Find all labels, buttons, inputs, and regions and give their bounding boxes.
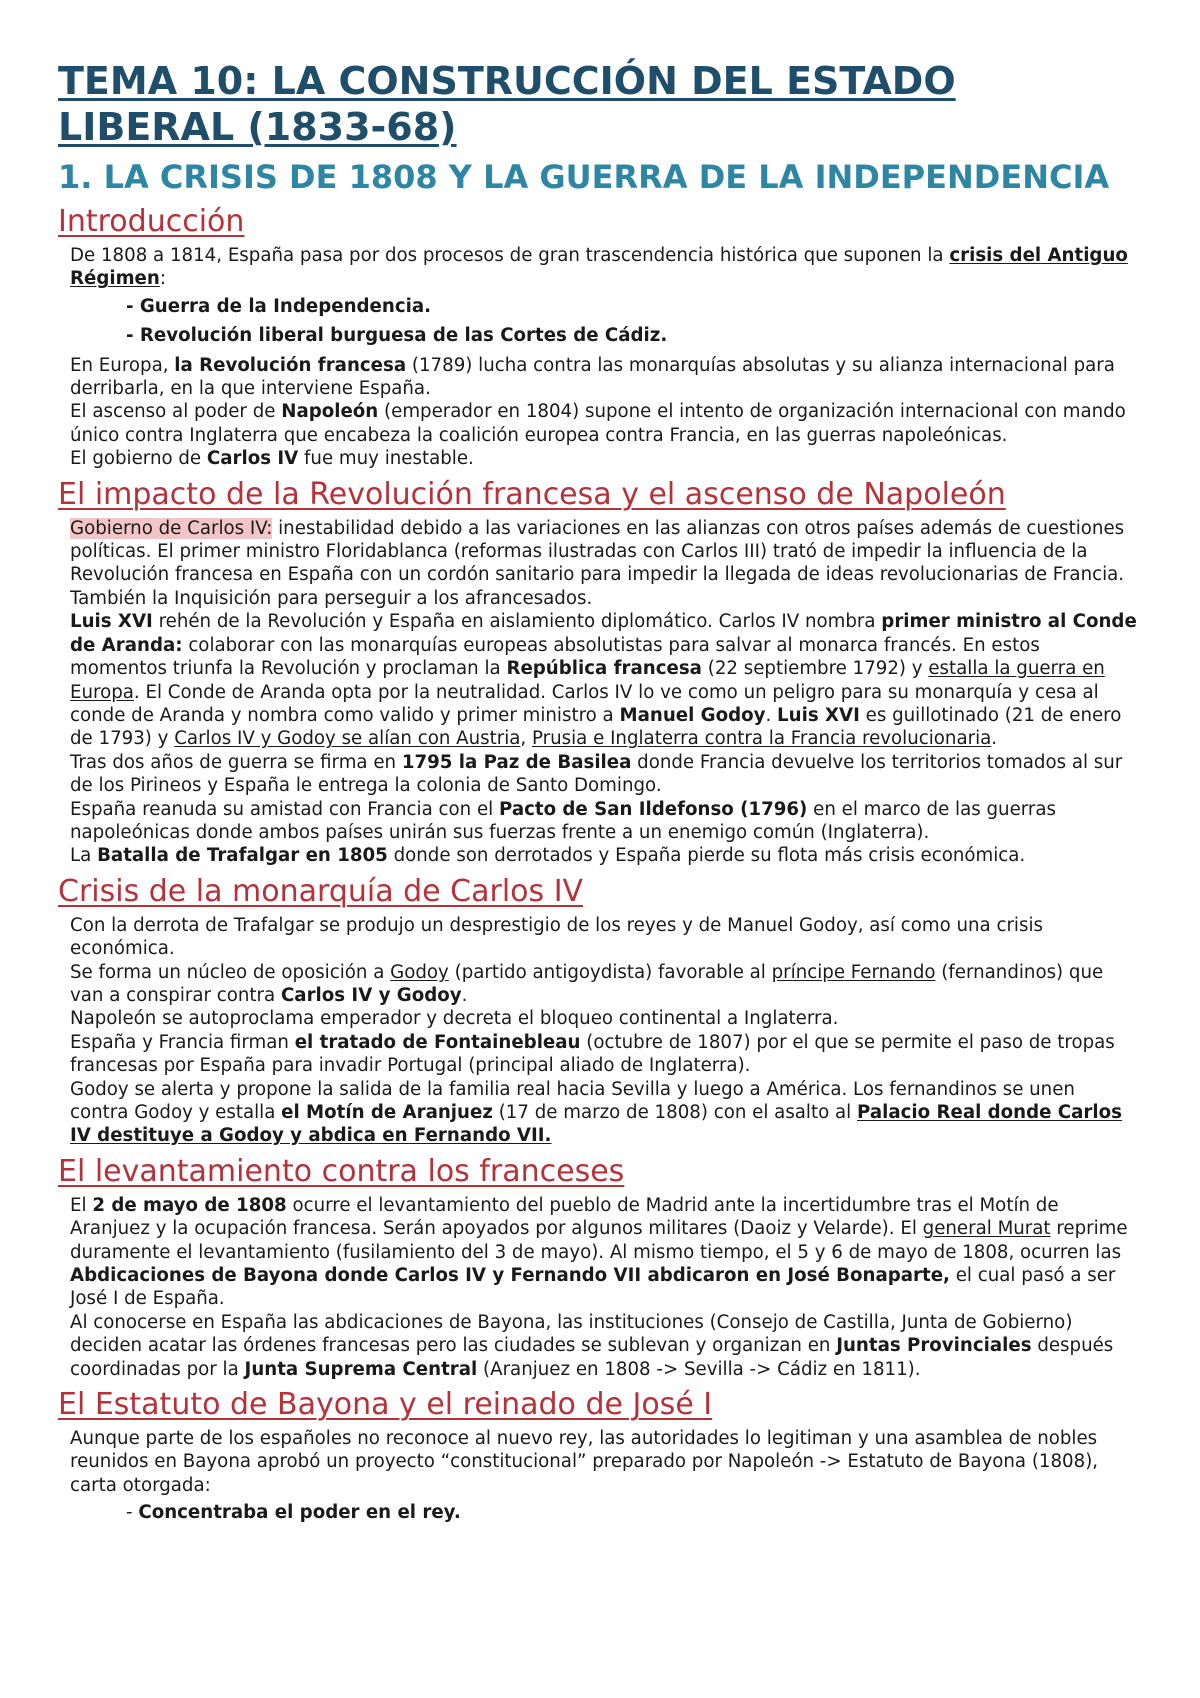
bold-text: Luis XVI [70, 611, 153, 633]
paragraph [58, 844, 1138, 867]
text: Tras dos años de guerra se firma en [70, 751, 402, 773]
text: (fernandinos) que van a conspirar contra [70, 961, 1104, 1006]
bold-text: Pacto de San Ildefonso (1796) [499, 798, 808, 820]
list-item [58, 1501, 1138, 1524]
text: colaborar con las monarquías europeas absolutistas para salvar al monarca francés. En estos momentos triunfa la Revolución y proclaman la [70, 634, 1040, 680]
paragraph [58, 961, 1138, 1008]
text: (1789) lucha contra las monarquías absolutas y su alianza internacional para derribarla, en la que interviene España. [70, 354, 1115, 400]
bold-underlined-text: Palacio Real donde Carlos IV destituye a Godoy y abdica en Fernando VII. [70, 1102, 1122, 1147]
section-title: 1. LA CRISIS DE 1808 Y LA GUERRA DE LA INDEPENDENCIA [58, 158, 1110, 196]
text: (Aranjuez en 1808 -> Sevilla -> Cádiz en 1811). [477, 1358, 921, 1380]
paragraph: Napoleón se autoproclama emperador y decreta el bloqueo continental a Inglaterra. [70, 1008, 839, 1030]
underlined-text: Godoy [390, 961, 449, 983]
list-item [58, 295, 1138, 318]
highlighted-text: Gobierno de Carlos IV: [70, 517, 273, 539]
bold-text: 1795 la Paz de Basilea [401, 751, 632, 773]
paragraph [58, 1078, 1138, 1148]
text: donde Francia devuelve los territorios tomados al sur de los Pirineos y España le entrega la colonia de Santo Domingo. [70, 751, 1123, 797]
paragraph [58, 244, 1138, 291]
underlined-text: Prusia e Inglaterra contra la Francia revolucionaria [531, 728, 992, 750]
paragraph [58, 517, 1138, 611]
text: Al conocerse en España las abdicaciones de Bayona, las instituciones (Consejo de Castilla, Junta de Gobierno) deciden acatar las órdenes francesas pero las ciudades se sublevan y organizan en [70, 1311, 1073, 1357]
paragraph: Con la derrota de Trafalgar se produjo un desprestigio de los reyes y de Manuel Godoy, así como una crisis económica. [70, 914, 1043, 960]
underlined-text: príncipe Fernando [771, 961, 936, 983]
text: De 1808 a 1814, España pasa por dos procesos de gran trascendencia histórica que suponen la [70, 245, 950, 266]
bold-text: la Revolución francesa [174, 354, 407, 376]
text: en el marco de las guerras napoleónicas donde ambos países unirán sus fuerzas frente a un enemigo común (Inglaterra). [70, 798, 1057, 843]
text: es guillotinado (21 de enero de 1793) y [70, 704, 1122, 750]
paragraph [58, 798, 1138, 845]
paragraph [58, 400, 1138, 447]
text: rehén de la Revolución y España en aislamiento diplomático. Carlos IV nombra [152, 611, 882, 633]
underlined-text: general Murat [922, 1218, 1051, 1240]
list-item-text: - Guerra de la Independencia. [126, 295, 432, 317]
text: inestabilidad debido a las variaciones en las alianzas con otros países además de cuestiones políticas. El primer ministro Floridablanca (reformas ilustradas con Carlos III) trató de impedir la influencia de la Revolución francesa en España con un cordón sanitario para impedir la llegada de ideas revolucionarias de Francia. También la Inquisición para perseguir a los afrancesados. [70, 517, 1125, 609]
bold-text: Carlos IV y Godoy [280, 984, 462, 1006]
text: (emperador en 1804) supone el intento de organización internacional con mando único contra Inglaterra que encabeza la coalición europea contra Francia, en las guerras napoleónicas. [70, 401, 1126, 446]
text: (17 de marzo de 1808) con el asalto al [492, 1102, 858, 1123]
paragraph [58, 751, 1138, 798]
text: España y Francia firman [70, 1031, 295, 1053]
text: : [159, 268, 166, 290]
text: donde son derrotados y España pierde su flota más crisis económica. [387, 845, 1026, 867]
paragraph [58, 610, 1138, 750]
text: . [461, 984, 468, 1006]
list-item-text: Concentraba el poder en el rey. [138, 1502, 461, 1524]
bold-text: 2 de mayo de 1808 [92, 1194, 287, 1216]
text: En Europa, [70, 354, 175, 376]
bold-text: el tratado de Fontainebleau [294, 1031, 581, 1053]
heading-crisis: Crisis de la monarquía de Carlos IV [58, 873, 584, 909]
paragraph [58, 354, 1138, 401]
underlined-text: Carlos IV y Godoy se alían con Austria [174, 728, 521, 750]
paragraph [58, 1194, 1138, 1311]
bold-text: Abdicaciones de Bayona donde Carlos IV y Fernando VII abdicaron en José Bonaparte, [70, 1265, 950, 1287]
list-item-text: - Revolución liberal burguesa de las Cortes de Cádiz. [126, 325, 668, 347]
text: (octubre de 1807) por el que se permite el paso de tropas francesas por España para invadir Portugal (principal aliado de Inglaterra). [70, 1031, 1115, 1077]
text: . [765, 704, 778, 726]
bold-text: Batalla de Trafalgar en 1805 [97, 845, 388, 867]
text: España reanuda su amistad con Francia con el [70, 798, 499, 820]
bold-text: Luis XVI [777, 704, 860, 726]
text: reprime duramente el levantamiento (fusilamiento del 3 de mayo). Al mismo tiempo, el 5 y 6 de mayo de 1808, ocurren las [70, 1218, 1128, 1263]
text: El ascenso al poder de [70, 401, 282, 423]
text: El [70, 1194, 93, 1216]
underlined-text: estalla la guerra en Europa [70, 658, 1105, 703]
bold-text: el Motín de Aranjuez [281, 1102, 493, 1123]
bold-text: primer ministro al Conde de Aranda: [70, 611, 1137, 656]
bold-text: Manuel Godoy [619, 704, 766, 726]
text: ocurre el levantamiento del pueblo de Madrid ante la incertidumbre tras el Motín de Aranjuez y la ocupación francesa. Serán apoyados por algunos militares (Daoiz y Velarde). El [70, 1194, 1059, 1240]
heading-impacto: El impacto de la Revolución francesa y el ascenso de Napoleón [58, 476, 1006, 512]
text: Godoy se alerta y propone la salida de la familia real hacia Sevilla y luego a América. Los fernandinos se unen contra Godoy y estalla [70, 1078, 1075, 1123]
bold-text: Carlos IV [206, 448, 299, 470]
paragraph [58, 1031, 1138, 1078]
heading-estatuto: El Estatuto de Bayona y el reinado de José I [58, 1387, 713, 1423]
bullet: - [126, 1502, 139, 1524]
bold-underlined-text: crisis del Antiguo Régimen [70, 245, 1128, 290]
paragraph [58, 1311, 1138, 1381]
bold-text: Napoleón [281, 401, 379, 423]
bold-text: República francesa [506, 658, 702, 680]
paragraph: Aunque parte de los españoles no reconoce al nuevo rey, las autoridades lo legitiman y una asamblea de nobles reunidos en Bayona aprobó un proyecto “constitucional” preparado por Napoleón -> Estatuto de Bayona (1808), carta otorgada: [70, 1428, 1099, 1496]
text: después coordinadas por la [70, 1335, 1114, 1380]
paragraph [58, 447, 1138, 470]
list-item [58, 324, 1138, 347]
text: fue muy inestable. [298, 448, 474, 470]
text: , [520, 728, 532, 750]
text: . [991, 728, 998, 750]
document-title: TEMA 10: LA CONSTRUCCIÓN DEL ESTADO LIBERAL (1833-68) [58, 59, 956, 149]
document-page [58, 58, 1138, 1531]
heading-introduccion: Introducción [58, 204, 245, 239]
text: el cual pasó a ser José I de España. [70, 1265, 1116, 1310]
bold-text: Juntas Provinciales [836, 1335, 1032, 1357]
text: El gobierno de [70, 448, 207, 470]
heading-levantamiento: El levantamiento contra los franceses [58, 1153, 625, 1189]
text: (22 septiembre 1792) y [701, 658, 929, 680]
text: (partido antigoydista) favorable al [448, 961, 772, 983]
text: Se forma un núcleo de oposición a [70, 961, 391, 983]
bold-text: Junta Suprema Central [244, 1358, 478, 1380]
text: La [70, 845, 98, 867]
text: . El Conde de Aranda opta por la neutralidad. Carlos IV lo ve como un peligro para su monarquía y cesa al conde de Aranda y nombra como valido y primer ministro a [70, 681, 1099, 726]
